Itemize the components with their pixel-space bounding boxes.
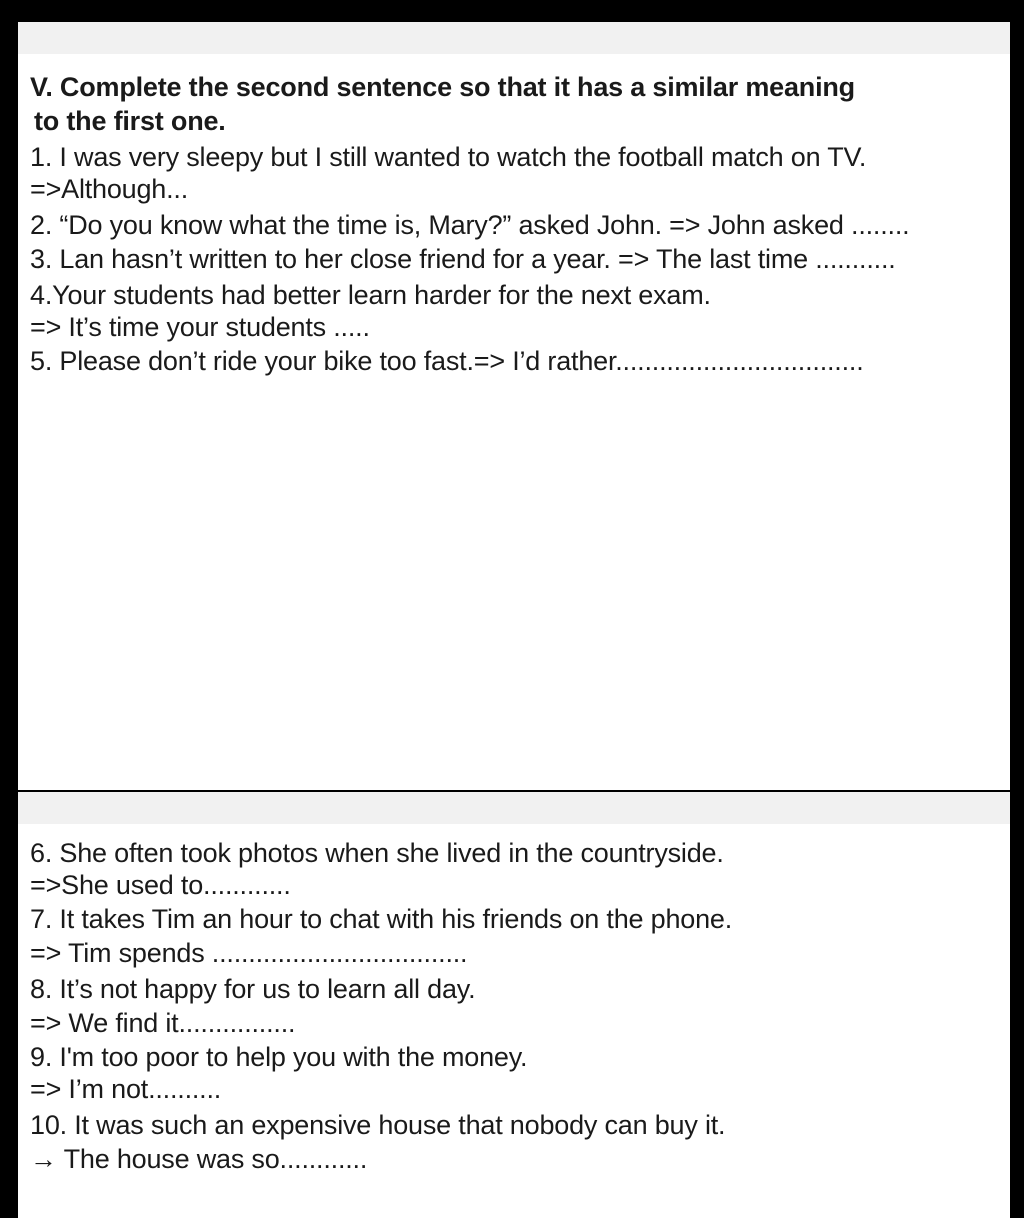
item-9-sentence: 9. I'm too poor to help you with the money. bbox=[30, 1042, 528, 1072]
gray-divider-strip bbox=[18, 792, 1010, 824]
item-10-sentence: 10. It was such an expensive house that nobody can buy it. bbox=[30, 1110, 726, 1140]
item-3-sentence: 3. Lan hasn’t written to her close friend for a year. => The last time ........... bbox=[30, 244, 896, 274]
gray-header-strip bbox=[18, 22, 1010, 54]
item-6-sentence: 6. She often took photos when she lived in the countryside. bbox=[30, 838, 724, 868]
worksheet-page-bottom bbox=[18, 792, 1010, 1218]
item-1-sentence: 1. I was very sleepy but I still wanted to watch the football match on TV. bbox=[30, 142, 867, 172]
worksheet-page-top bbox=[18, 22, 1010, 790]
item-4-sentence: 4.Your students had better learn harder for the next exam. bbox=[30, 280, 711, 310]
item-7-answer: => Tim spends ................................... bbox=[30, 938, 468, 968]
item-9-answer: => I’m not.......... bbox=[30, 1074, 222, 1104]
item-8-answer: => We find it................ bbox=[30, 1008, 296, 1038]
item-6-answer: =>She used to............ bbox=[30, 870, 291, 900]
item-8-sentence: 8. It’s not happy for us to learn all day. bbox=[30, 974, 476, 1004]
item-2-sentence: 2. “Do you know what the time is, Mary?” asked John. => John asked ........ bbox=[30, 210, 910, 240]
exercise-heading-line2: to the first one. bbox=[34, 106, 226, 136]
item-4-answer: => It’s time your students ..... bbox=[30, 312, 370, 342]
left-black-border bbox=[0, 0, 18, 1218]
item-10-answer: → The house was so............ bbox=[30, 1144, 368, 1174]
right-black-border bbox=[1010, 0, 1024, 1218]
exercise-heading-line1: V. Complete the second sentence so that it has a similar meaning bbox=[30, 72, 855, 102]
item-1-answer: =>Although... bbox=[30, 174, 189, 204]
item-5-sentence: 5. Please don’t ride your bike too fast.=> I’d rather.................................. bbox=[30, 346, 864, 376]
item-7-sentence: 7. It takes Tim an hour to chat with his friends on the phone. bbox=[30, 904, 733, 934]
